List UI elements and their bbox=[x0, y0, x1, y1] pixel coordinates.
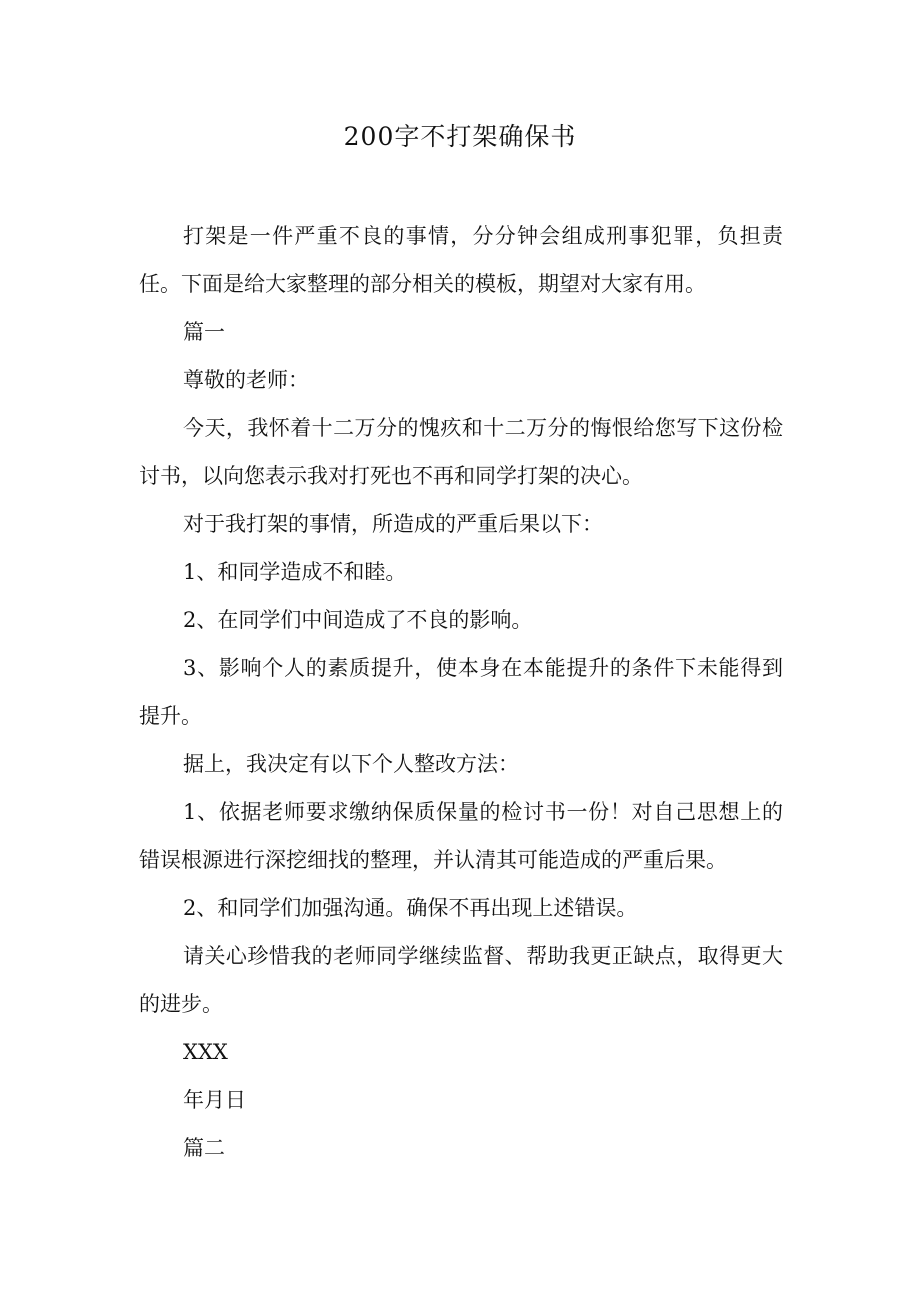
intro-paragraph: 打架是一件严重不良的事情，分分钟会组成刑事犯罪，负担责任。下面是给大家整理的部分相关的模板，期望对大家有用。 bbox=[139, 224, 783, 296]
salutation: 尊敬的老师： bbox=[183, 368, 309, 392]
date-line: 年月日 bbox=[183, 1088, 246, 1112]
list-item: 3、影响个人的素质提升，使本身在本能提升的条件下未能得到提升。 bbox=[139, 656, 783, 728]
body-paragraph: 今天，我怀着十二万分的愧疚和十二万分的悔恨给您写下这份检讨书，以向您表示我对打死也不再和同学打架的决心。 bbox=[139, 416, 783, 488]
document-title: 200字不打架确保书 bbox=[343, 122, 577, 151]
list-item: 1、依据老师要求缴纳保质保量的检讨书一份！对自己思想上的错误根源进行深挖细找的整理，并认清其可能造成的严重后果。 bbox=[139, 800, 783, 872]
section-heading-1: 篇一 bbox=[183, 320, 225, 344]
body-paragraph: 对于我打架的事情，所造成的严重后果以下： bbox=[183, 512, 603, 536]
signature: XXX bbox=[183, 1040, 228, 1064]
section-heading-2: 篇二 bbox=[183, 1136, 225, 1160]
list-item: 1、和同学造成不和睦。 bbox=[183, 560, 407, 584]
document-body bbox=[139, 212, 783, 1172]
list-item: 2、在同学们中间造成了不良的影响。 bbox=[183, 608, 533, 632]
body-paragraph: 据上，我决定有以下个人整改方法： bbox=[183, 752, 519, 776]
body-paragraph: 请关心珍惜我的老师同学继续监督、帮助我更正缺点，取得更大的进步。 bbox=[139, 944, 783, 1016]
list-item: 2、和同学们加强沟通。确保不再出现上述错误。 bbox=[183, 896, 638, 920]
